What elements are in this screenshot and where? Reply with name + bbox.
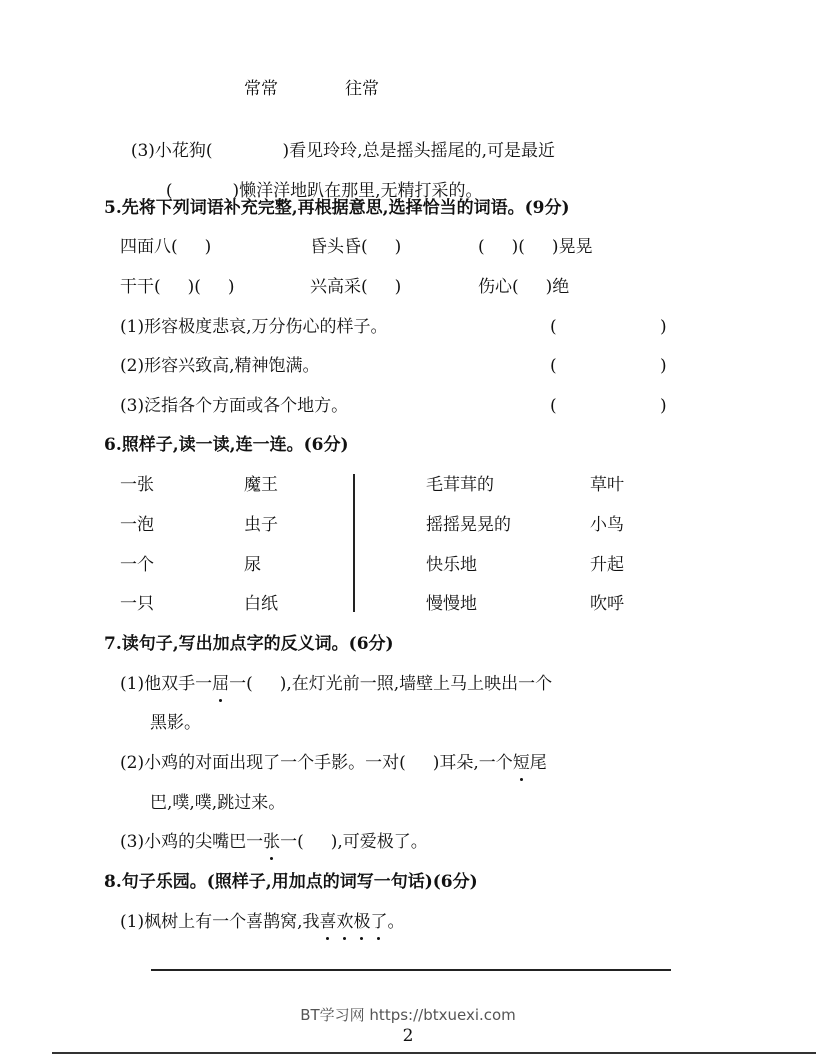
q7-s2-continuation: 巴,噗,噗,跳过来。 [150, 793, 286, 813]
q7-sentence1 [120, 673, 552, 695]
q7-s3-dotted-char: 张 [263, 832, 281, 852]
q5-row2-a: 干干( )( ) [120, 277, 235, 297]
q8-s1-dotted-char: 极 [353, 912, 371, 932]
page-bottom-border [52, 1052, 816, 1054]
page-number: 2 [402, 1026, 414, 1046]
q5-item2-text: (2)形容兴致高,精神饱满。 [120, 356, 320, 376]
q6-right-word[interactable]: 小鸟 [590, 515, 624, 535]
q6-left-quantifier[interactable]: 一张 [120, 475, 154, 495]
q5-row2-c: 伤心( )绝 [478, 277, 570, 297]
q6-right-modifier[interactable]: 快乐地 [426, 555, 477, 575]
q8-s1-pre: (1)枫树上有一个喜鹊窝,我 [120, 912, 320, 932]
q7-s1-continuation: 黑影。 [150, 713, 201, 733]
q6-left-quantifier[interactable]: 一个 [120, 555, 154, 575]
q5-row2-b: 兴高采( ) [310, 277, 402, 297]
q8-sentence1 [120, 911, 404, 933]
answer-line [151, 969, 671, 971]
q7-title: 7.读句子,写出加点字的反义词。(6分) [104, 634, 394, 654]
q6-left-quantifier[interactable]: 一只 [120, 594, 154, 614]
q6-left-noun[interactable]: 魔王 [244, 475, 278, 495]
word-changchang: 常常 [244, 79, 278, 99]
q6-right-word[interactable]: 吹呼 [590, 594, 624, 614]
q5-item2-open: ( [550, 356, 557, 376]
q7-s1-pre: (1)他双手一 [120, 674, 213, 694]
q7-s3-post: 一( ),可爱极了。 [280, 832, 428, 852]
q6-right-modifier[interactable]: 摇摇晃晃的 [426, 515, 511, 535]
q4-item3-text-a: (3)小花狗( [130, 141, 213, 161]
q7-s1-dotted-char: 屈 [212, 674, 230, 694]
q4-item3-text-b: )看见玲玲,总是摇头摇尾的,可是最近 [282, 141, 555, 161]
q6-left-noun[interactable]: 尿 [244, 555, 261, 575]
q7-s3-pre: (3)小鸡的尖嘴巴一 [120, 832, 264, 852]
q5-item1-close: ) [660, 317, 667, 337]
q6-left-noun[interactable]: 白纸 [244, 594, 278, 614]
q4-item3-line1 [120, 118, 555, 162]
q6-right-word[interactable]: 升起 [590, 555, 624, 575]
footer-watermark: BT学习网 https://btxuexi.com [300, 1006, 516, 1024]
q6-title: 6.照样子,读一读,连一连。(6分) [104, 435, 349, 455]
q8-title: 8.句子乐园。(照样子,用加点的词写一句话)(6分) [104, 872, 478, 892]
q5-item1-open: ( [550, 317, 557, 337]
q5-item3-close: ) [660, 396, 667, 416]
q5-title: 5.先将下列词语补充完整,再根据意思,选择恰当的词语。(9分) [104, 198, 570, 218]
q4-item3-text-c: ( [165, 181, 173, 201]
q7-sentence2 [120, 752, 547, 774]
q5-item3-text: (3)泛指各个方面或各个地方。 [120, 396, 349, 416]
q6-right-word[interactable]: 草叶 [590, 475, 624, 495]
q6-left-noun[interactable]: 虫子 [244, 515, 278, 535]
q5-row1-a: 四面八( ) [120, 237, 212, 257]
q4-item3-text-d: )懒洋洋地趴在那里,无精打采的。 [232, 181, 483, 201]
q7-sentence3 [120, 831, 428, 853]
q7-s2-pre: (2)小鸡的对面出现了一个手影。一对( )耳朵,一个 [120, 753, 513, 773]
q6-column-divider [353, 474, 355, 612]
q7-s1-post: 一( ),在灯光前一照,墙壁上马上映出一个 [229, 674, 553, 694]
q5-item2-close: ) [660, 356, 667, 376]
q4-item3-line2 [155, 158, 483, 202]
q6-right-modifier[interactable]: 慢慢地 [426, 594, 477, 614]
q8-s1-post: 。 [387, 912, 405, 932]
q6-right-modifier[interactable]: 毛茸茸的 [426, 475, 494, 495]
word-wangchang: 往常 [345, 79, 379, 99]
q5-item3-open: ( [550, 396, 557, 416]
q5-item1-text: (1)形容极度悲哀,万分伤心的样子。 [120, 317, 388, 337]
q7-s2-post: 尾 [529, 753, 547, 773]
q8-s1-dotted-char: 欢 [336, 912, 354, 932]
q8-s1-dotted-char: 了 [370, 912, 388, 932]
q7-s2-dotted-char: 短 [512, 753, 530, 773]
q5-row1-b: 昏头昏( ) [310, 237, 402, 257]
q5-row1-c: ( )( )晃晃 [478, 237, 593, 257]
q8-s1-dotted-char: 喜 [319, 912, 337, 932]
q6-left-quantifier[interactable]: 一泡 [120, 515, 154, 535]
